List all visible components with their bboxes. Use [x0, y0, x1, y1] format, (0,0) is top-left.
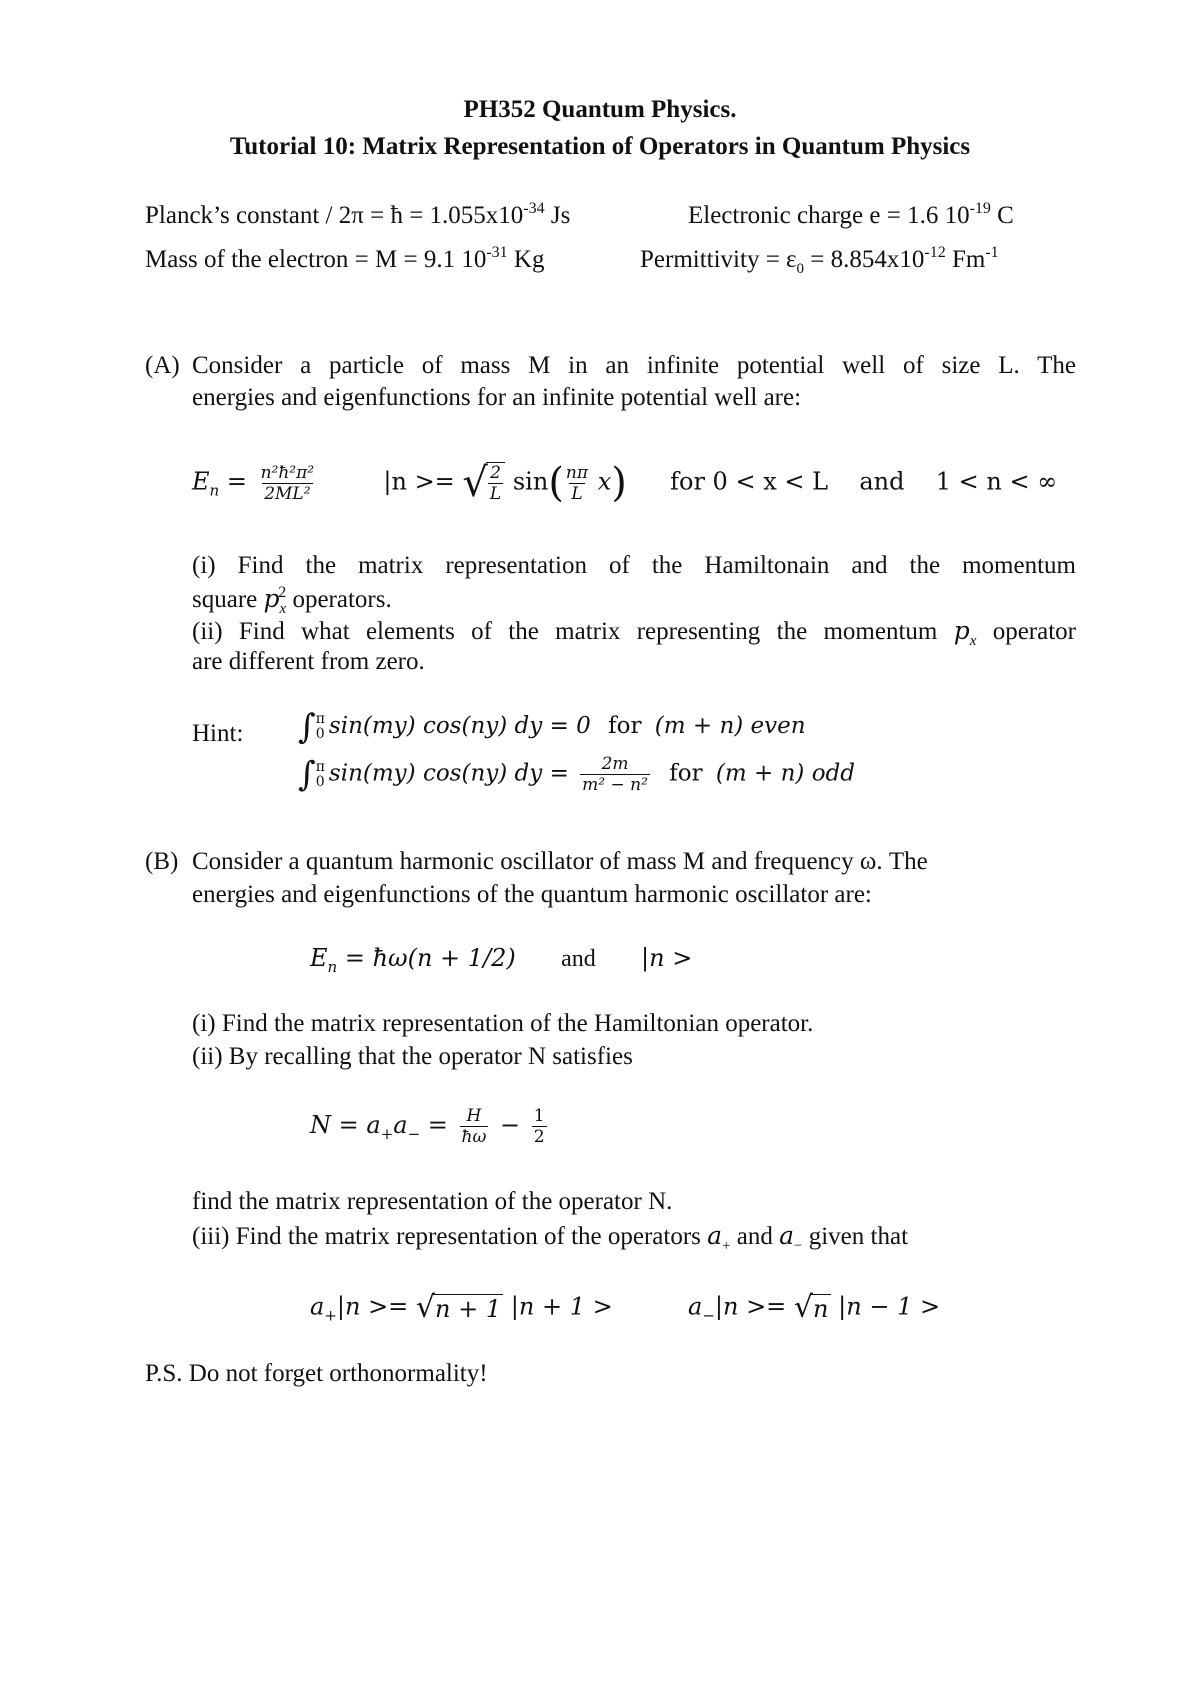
tutorial-title: Tutorial 10: Matrix Representation of Operators in Quantum Physics: [229, 133, 971, 160]
part-b-intro-line1: Consider a quantum harmonic oscillator of mass M and frequency ω. The: [192, 848, 928, 875]
part-a-q2-line1: (ii) Find what elements of the matrix representing the momentum $p_x$ operator: [192, 616, 1077, 649]
permittivity: Permittivity = $\varepsilon_0 = 8.854x10^{-12}$ $Fm^{-1}$: [640, 244, 999, 277]
part-a-intro-line1: Consider a particle of mass M in an infinite potential well of size L. The: [192, 352, 1076, 379]
part-b-q2: (ii) By recalling that the operator N satisfies: [192, 1043, 633, 1070]
number-operator-equation: $N = a_+a_-$ = $\frac{H}{ħ\omega}$ − $\frac{1}{2}$: [310, 1106, 545, 1147]
part-b-q3: (iii) Find the matrix representation of the operators $a_+$ and $a_-$ given that: [192, 1221, 909, 1254]
postscript-note: P.S. Do not forget orthonormality!: [145, 1360, 488, 1387]
oscillator-equation: $E_n$ = ħω(n + 1/2) and |n >: [310, 944, 693, 976]
hint-integral-even: ∫ π 0 sin(my) cos(ny) dy = 0 for (m + n) even: [298, 707, 806, 747]
part-b-label: (B): [145, 848, 179, 875]
planck-constant: Planck’s constant / 2π = ħ = $1.055x10^{-34}$ Js: [145, 200, 571, 229]
lowering-operator-equation: $a_-|n$ >= √ n |n − 1 >: [688, 1290, 941, 1325]
electron-mass: Mass of the electron = M = 9.1 $10^{-31}$ Kg: [145, 244, 545, 273]
course-title: PH352 Quantum Physics.: [463, 96, 737, 123]
part-a-q2-line2: are different from zero.: [192, 648, 425, 675]
part-a-q1-line2: square $p_x^2$ operators.: [192, 584, 392, 617]
raising-operator-equation: $a_+|n$ >= √ n + 1 |n + 1 >: [310, 1290, 613, 1325]
part-a-label: (A): [145, 352, 180, 379]
part-b-q2b: find the matrix representation of the operator N.: [192, 1188, 673, 1215]
hint-label: Hint:: [192, 720, 244, 747]
part-b-intro-line2: energies and eigenfunctions of the quantum harmonic oscillator are:: [192, 881, 872, 908]
part-a-intro-line2: energies and eigenfunctions for an infinite potential well are:: [192, 384, 802, 411]
part-a-q1-line1: (i) Find the matrix representation of the Hamiltonain and the momentum: [192, 552, 1076, 579]
well-equation: $E_n$ = $\frac{\text{n²ħ²π²}}{\text{2ML²}}$ |n >= √ $\frac{2}{L}$ sin( $\frac{n\pi}{L}$ x) for 0 < x < L and 1 < n < ∞: [192, 460, 1058, 506]
hint-integral-odd: ∫ π 0 sin(my) cos(ny) dy = $\frac{2m}{\text{m² − n²}}$ for (m + n) odd: [298, 754, 855, 795]
part-b-q1: (i) Find the matrix representation of the Hamiltonian operator.: [192, 1010, 814, 1037]
electron-charge: Electronic charge e = 1.6 $10^{-19}$ C: [688, 200, 1014, 229]
